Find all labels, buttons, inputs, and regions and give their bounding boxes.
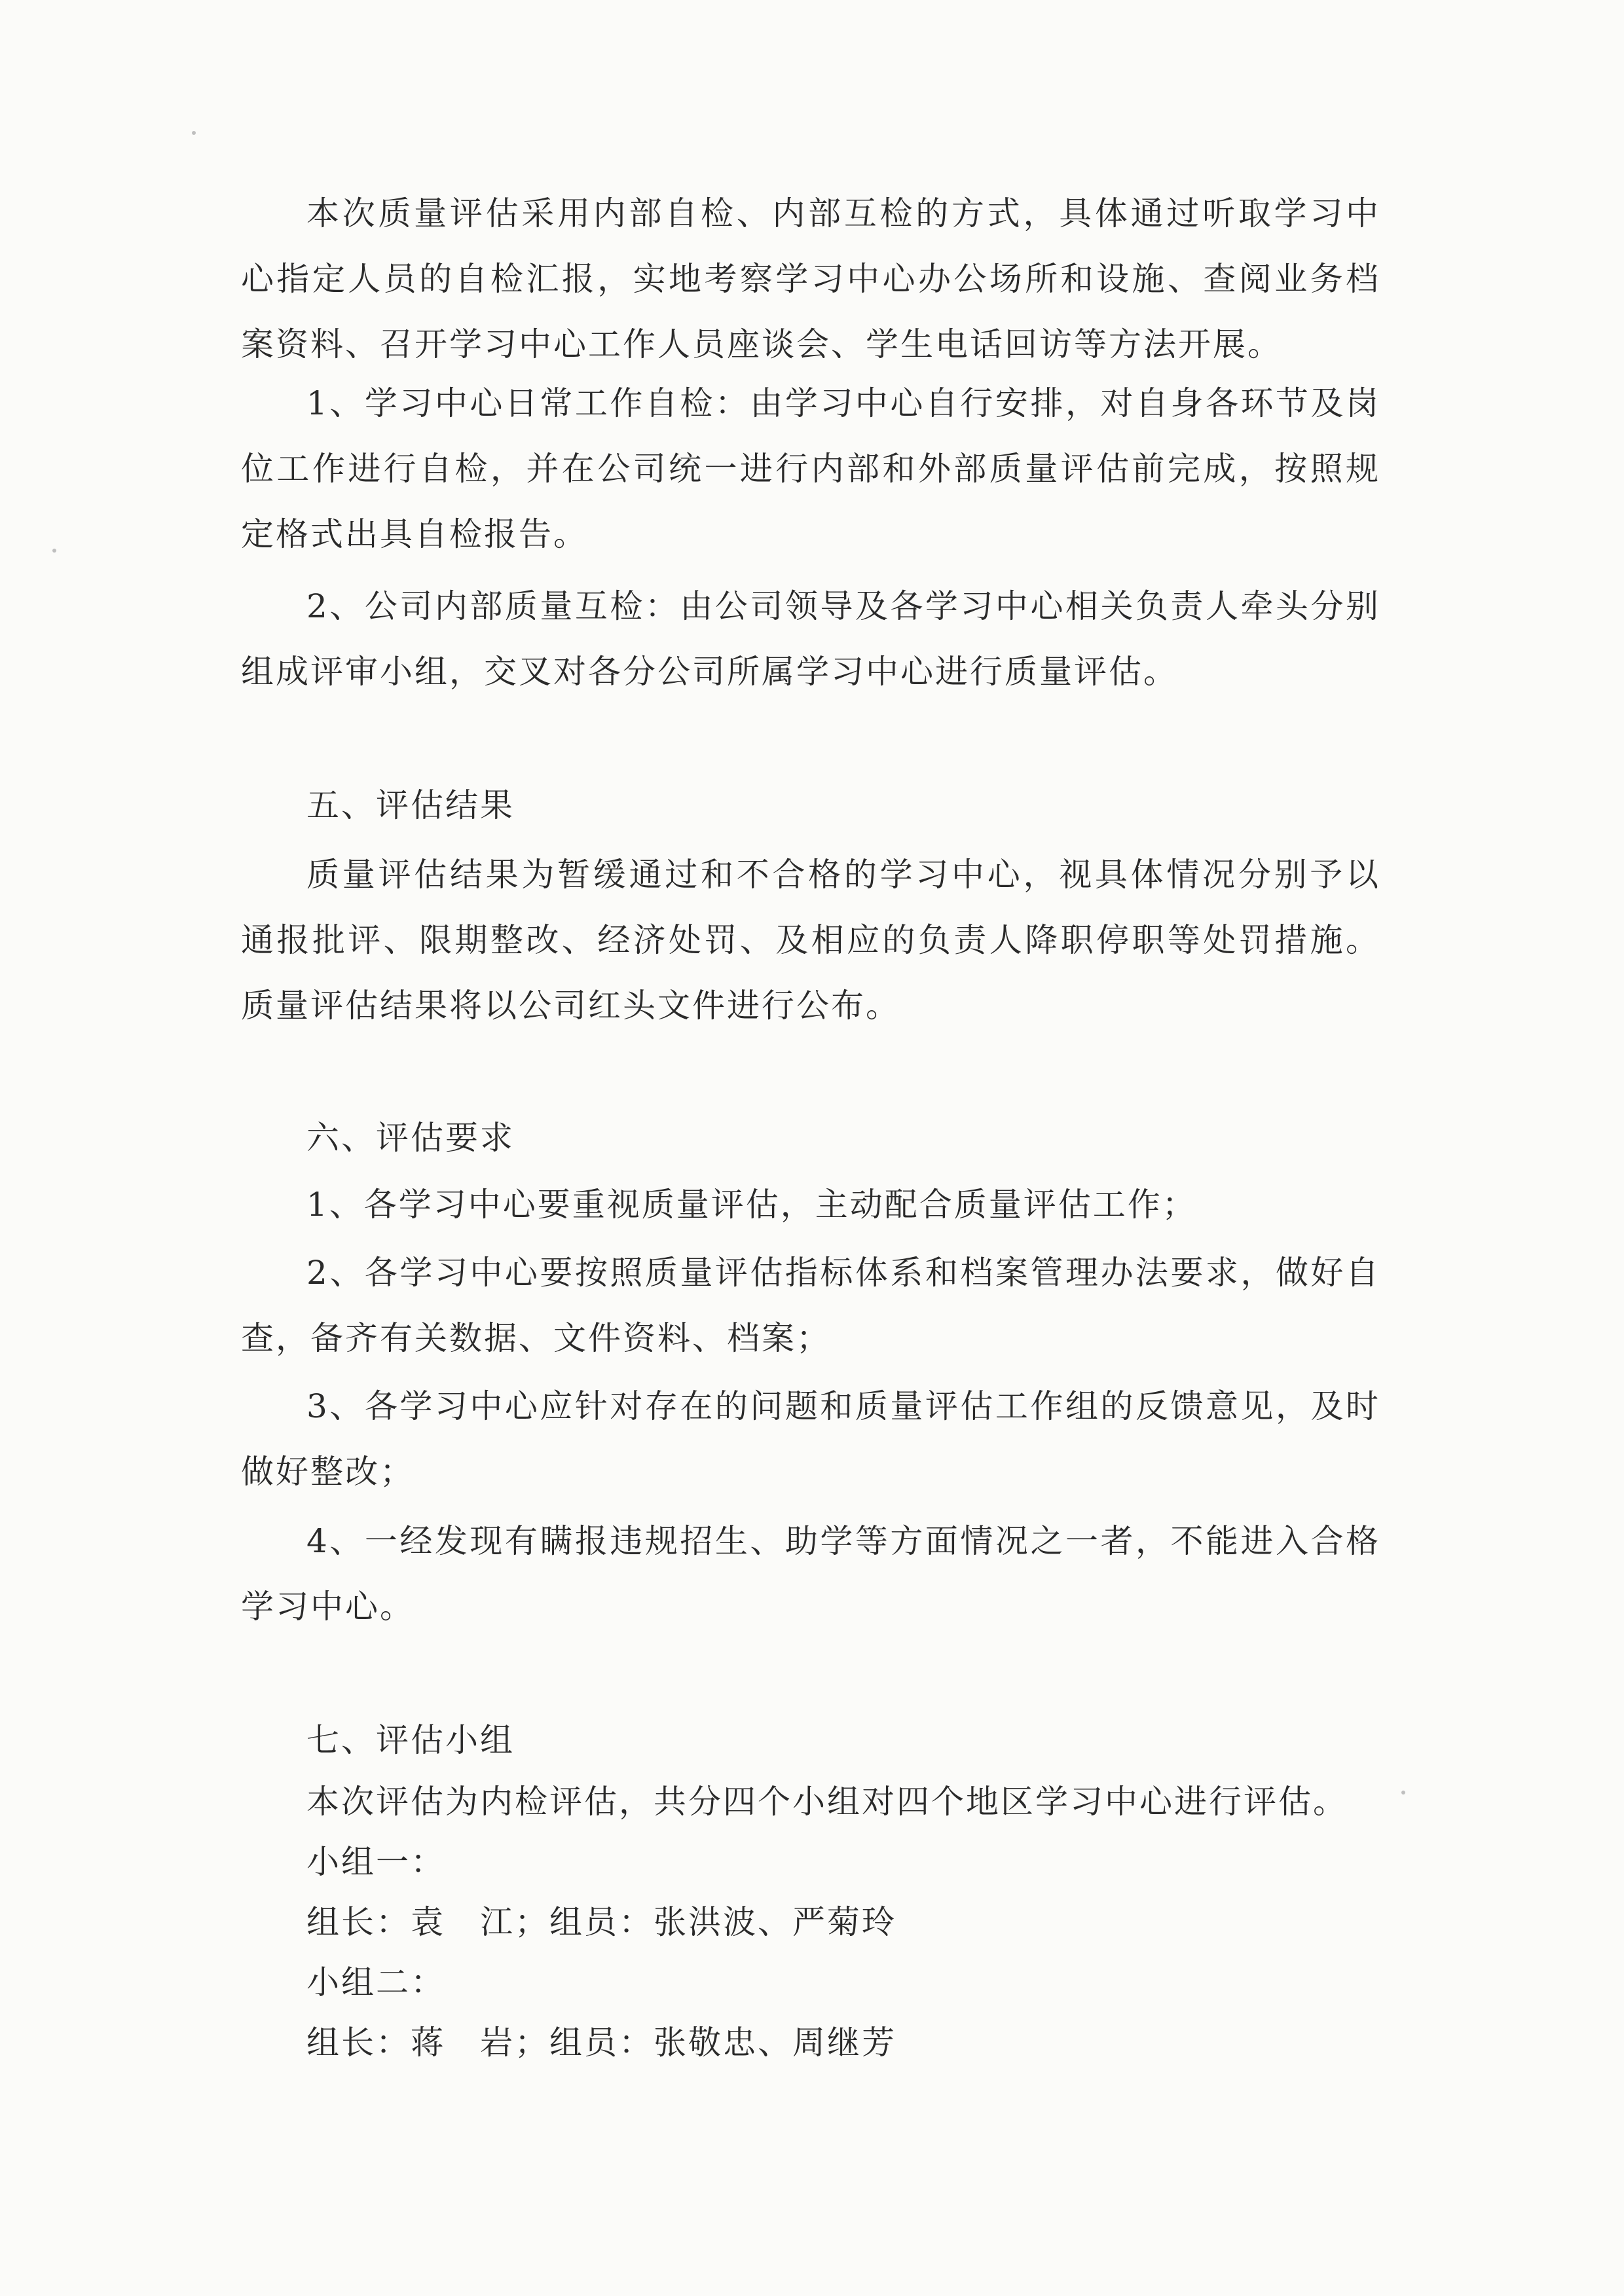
section6-item-4-block	[241, 1508, 1380, 1639]
section7-text-block	[241, 1769, 1380, 1834]
scan-speck	[1401, 1791, 1405, 1795]
scan-speck	[52, 549, 56, 553]
section7-text: 本次评估为内检评估，共分四个小组对四个地区学习中心进行评估。	[306, 1783, 1348, 1821]
section6-item-2: 2、各学习中心要按照质量评估指标体系和档案管理办法要求，做好自查，备齐有关数据、文件资料、档案；	[241, 1254, 1380, 1357]
group-2-members: 组长：蒋 岩；组员：张敬忠、周继芳	[306, 2024, 896, 2062]
scan-speck	[192, 131, 196, 135]
method-item-1-block	[241, 371, 1380, 567]
intro-block	[241, 181, 1380, 377]
section7-heading: 七、评估小组	[306, 1721, 515, 1759]
section6-item-2-block	[241, 1240, 1380, 1371]
section6-item-1: 1、各学习中心要重视质量评估，主动配合质量评估工作；	[306, 1186, 1197, 1224]
group-2-members-block	[241, 2010, 1380, 2075]
group-1-members-block	[241, 1889, 1380, 1955]
section7-heading-block	[241, 1707, 1380, 1773]
section5-heading-block	[241, 773, 1380, 838]
section5-text-block	[241, 842, 1380, 1038]
intro-paragraph: 本次质量评估采用内部自检、内部互检的方式，具体通过听取学习中心指定人员的自检汇报，实地考察学习中心办公场所和设施、查阅业务档案资料、召开学习中心工作人员座谈会、学生电话回访等方法开展。	[241, 194, 1380, 363]
section5-heading: 五、评估结果	[306, 786, 515, 824]
group-2-label: 小组二：	[306, 1963, 445, 2001]
section6-item-3: 3、各学习中心应针对存在的问题和质量评估工作组的反馈意见，及时做好整改；	[241, 1387, 1380, 1491]
section6-item-1-block	[241, 1172, 1380, 1237]
group-2-label-block	[241, 1950, 1380, 2015]
group-1-label-block	[241, 1829, 1380, 1895]
method-item-1: 1、学习中心日常工作自检：由学习中心自行安排，对自身各环节及岗位工作进行自检，并在公司统一进行内部和外部质量评估前完成，按照规定格式出具自检报告。	[241, 384, 1380, 553]
section5-text: 质量评估结果为暂缓通过和不合格的学习中心，视具体情况分别予以通报批评、限期整改、经济处罚、及相应的负责人降职停职等处罚措施。质量评估结果将以公司红头文件进行公布。	[241, 856, 1380, 1025]
method-item-2: 2、公司内部质量互检：由公司领导及各学习中心相关负责人牵头分别组成评审小组，交叉对各分公司所属学习中心进行质量评估。	[241, 587, 1380, 691]
group-1-label: 小组一：	[306, 1843, 445, 1881]
section6-heading-block	[241, 1105, 1380, 1171]
section6-item-4: 4、一经发现有瞒报违规招生、助学等方面情况之一者，不能进入合格学习中心。	[241, 1522, 1380, 1626]
section6-item-3-block	[241, 1374, 1380, 1504]
group-1-members: 组长：袁 江；组员：张洪波、严菊玲	[306, 1903, 896, 1941]
section6-heading: 六、评估要求	[306, 1119, 515, 1157]
method-item-2-block	[241, 574, 1380, 704]
